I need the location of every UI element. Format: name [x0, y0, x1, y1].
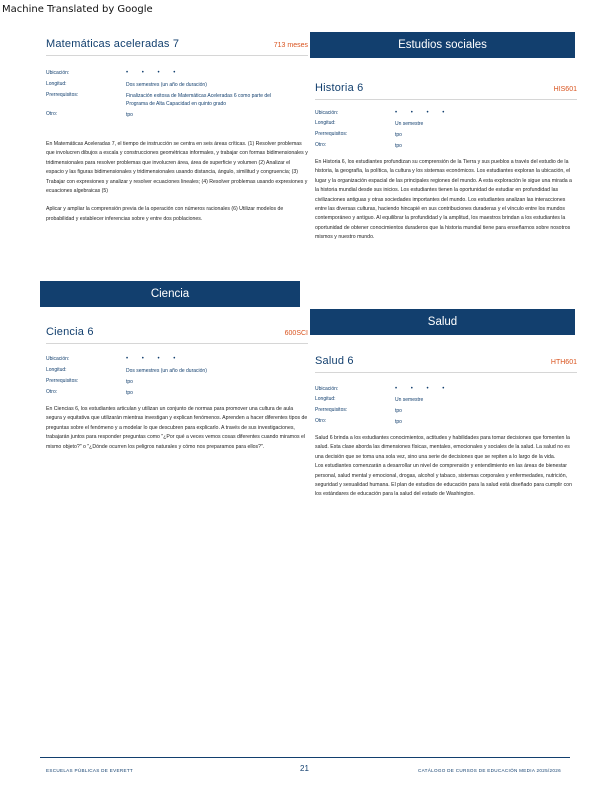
other-value: tpo: [126, 112, 133, 118]
meta-label: Ubicación:: [46, 356, 70, 362]
meta-label: Longitud:: [315, 396, 336, 402]
length-value: Un semestre: [395, 397, 424, 403]
meta-label: Longitud:: [46, 81, 67, 87]
course-meta-historia: [315, 110, 577, 153]
footer-catalog-title: CATÁLOGO DE CURSOS DE EDUCACIÓN MEDIA 2025/2026: [418, 768, 561, 773]
meta-label: Prerrequisitos:: [46, 92, 79, 98]
other-value: tpo: [395, 143, 402, 149]
other-value: tpo: [126, 390, 133, 396]
course-meta-ciencia: [46, 356, 308, 400]
location-dots: • • • •: [395, 110, 451, 116]
section-band-estudios-sociales: Estudios sociales: [310, 32, 575, 58]
course-header-ciencia: [46, 326, 308, 344]
course-code: 600SCI: [284, 330, 308, 337]
course-meta-matematicas: [46, 70, 308, 122]
meta-label: Ubicación:: [315, 386, 339, 392]
meta-label: Longitud:: [46, 367, 67, 373]
course-header-matematicas: [46, 38, 308, 56]
machine-translated-banner: Machine Translated by Google: [2, 4, 153, 15]
length-value: Dos semestres (un año de duración): [126, 368, 207, 374]
course-header-historia: [315, 82, 577, 100]
description-paragraph: En Historia 6, los estudiantes profundizan su comprensión de la Tierra y sus pueblos a través del estudio de la historia, la geografía, la política, la cultura y los sistemas económicos. Los estudiantes exploran la ubicación, el lugar y la organización espacial de las principales regiones del mundo. A esta exploración le sigue una mirada a la historia mundial desde sus inicios. Los estudiantes tienen la oportunidad de estudiar en profundidad las civilizaciones antiguas y otras sociedades importantes del mundo. Los estudiantes analizan las interacciones entre las diversas culturas, haciendo hincapié en sus contribuciones duraderas y el vínculo entre los mundos contemporáneo y antiguo. Al equilibrar la profundidad y la amplitud, los maestros brindan a los estudiantes la oportunidad de obtener conocimientos duraderos que la historia mundial tiene para enseñarnos sobre nosotros mismos y nuestro mundo.: [315, 159, 572, 241]
meta-label: Ubicación:: [315, 110, 339, 116]
prereq-value: Finalización exitosa de Matemáticas Aceleradas 6 como parte del Programa de Alta Capacidad en quinto grado: [126, 93, 272, 107]
meta-label: Otro:: [46, 389, 58, 395]
course-title: Matemáticas aceleradas 7: [46, 38, 180, 50]
meta-label: Prerrequisitos:: [315, 407, 348, 413]
course-description-matematicas: [46, 140, 308, 233]
length-value: Un semestre: [395, 121, 424, 127]
location-dots: • • • •: [126, 356, 182, 362]
description-paragraph: Salud 6 brinda a los estudiantes conocimientos, actitudes y habilidades para tomar decisiones que fomenten la salud. Esta clase aborda las dimensiones físicas, mentales, emocionales y sociales de la salud. La salud no es una decisión que se toma una sola vez, sino una serie de decisiones que se repiten a lo largo de la vida.: [315, 435, 570, 460]
course-code: 713 meses: [273, 42, 308, 49]
course-description-ciencia: [46, 405, 308, 461]
description-paragraph: Aplicar y ampliar la comprensión previa de la operación con números racionales (6) Utilizar modelos de probabilidad y establecer inferencias sobre y entre dos poblaciones.: [46, 206, 284, 222]
meta-label: Ubicación:: [46, 70, 70, 76]
location-dots: • • • •: [126, 70, 182, 76]
length-value: Dos semestres (un año de duración): [126, 82, 207, 88]
course-code: HIS601: [553, 86, 577, 93]
meta-label: Otro:: [315, 142, 327, 148]
section-band-ciencia: Ciencia: [40, 281, 300, 307]
footer-divider: [40, 757, 570, 758]
description-paragraph: En Matemáticas Aceleradas 7, el tiempo de instrucción se centra en seis áreas críticas. (1) Resolver problemas que involucren dibujos a escala y construcciones geométricas informales, y trabajar con formas bidimensionales y tridimensionales para resolver problemas que involucren área, área de superficie y volumen (2) Analizar el espacio y las figuras bidimensionales y tridimensionales usando distancia, ángulo, similitud y congruencia; (3) Trabajar con expresiones y analizar y resolver ecuaciones lineales; (4) Resolver problemas usando expresiones y ecuaciones algebraicas (5): [46, 141, 308, 195]
course-title: Historia 6: [315, 82, 364, 94]
page-number: 21: [300, 764, 309, 773]
prereq-value: tpo: [395, 408, 402, 414]
course-code: HTH601: [550, 359, 577, 366]
course-description-historia: [315, 158, 577, 252]
meta-label: Otro:: [46, 111, 58, 117]
meta-label: Longitud:: [315, 120, 336, 126]
course-title: Salud 6: [315, 355, 354, 367]
course-header-salud: [315, 355, 577, 373]
description-paragraph: En Ciencias 6, los estudiantes articulan y utilizan un conjunto de normas para promover una cultura de aula segura y equitativa que utilizarán mientras investigan y explican fenómenos. Aprenden a hacer diferentes tipos de preguntas sobre el fenómeno y a modelar lo que descubren para explicarlo. A través de sus investigaciones, trabajarán juntos para responder preguntas como "¿Por qué a veces vemos cosas diferentes cuando miramos el mismo objeto?" o "¿Dónde ocurren los peligros naturales y cómo nos preparamos para ellos?".: [46, 406, 308, 450]
other-value: tpo: [395, 419, 402, 425]
section-band-salud: Salud: [310, 309, 575, 335]
footer-district: ESCUELAS PÚBLICAS DE EVERETT: [46, 768, 134, 773]
course-meta-salud: [315, 386, 577, 429]
meta-label: Otro:: [315, 418, 327, 424]
course-title: Ciencia 6: [46, 326, 94, 338]
meta-label: Prerrequisitos:: [46, 378, 79, 384]
prereq-value: tpo: [126, 379, 133, 385]
prereq-value: tpo: [395, 132, 402, 138]
location-dots: • • • •: [395, 386, 451, 392]
course-description-salud: [315, 434, 577, 509]
description-paragraph: Los estudiantes comenzarán a desarrollar un nivel de comprensión y entendimiento en las áreas de bienestar personal, salud mental y emocional, drogas, alcohol y tabaco, sistemas corporales y enfermedades, nutrición, seguridad y sexualidad humana. El plan de estudios de educación para la salud está diseñado para cumplir con los estándares de educación para la salud del estado de Washington.: [315, 463, 572, 498]
meta-label: Prerrequisitos:: [315, 131, 348, 137]
